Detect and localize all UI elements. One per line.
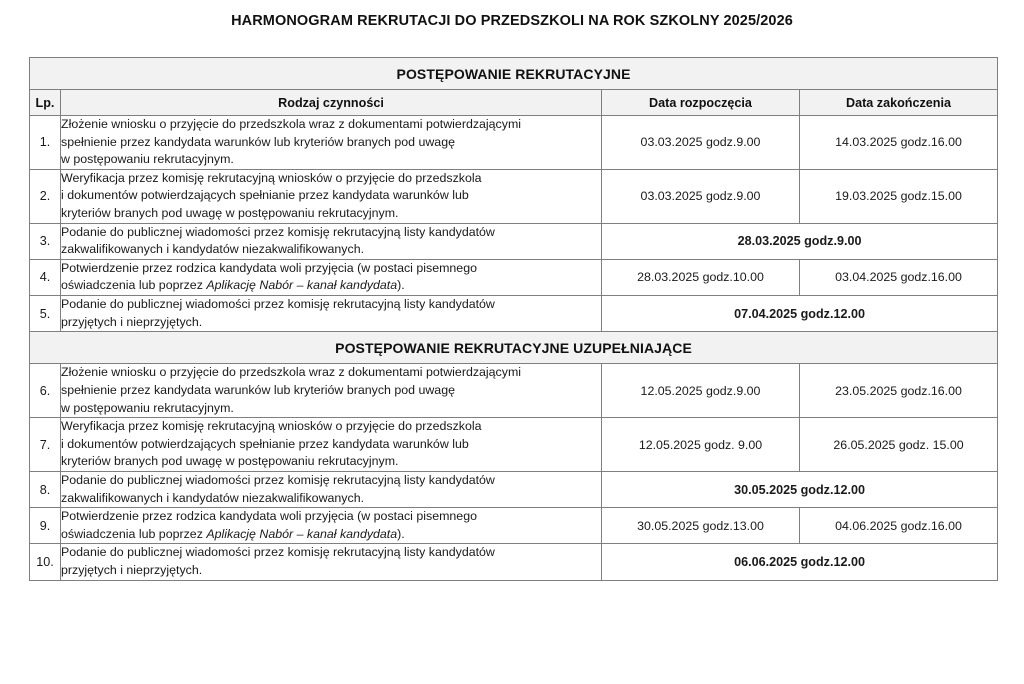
activity-cell <box>61 259 602 295</box>
activity-cell <box>61 296 602 332</box>
activity-text: oświadczenia lub poprzez <box>61 278 207 293</box>
column-header-date-start: Data rozpoczęcia <box>602 90 800 116</box>
row-number-cell: 7. <box>30 418 61 472</box>
section-header-row <box>30 58 998 90</box>
date-start-cell: 03.03.2025 godz.9.00 <box>602 116 800 170</box>
activity-line: spełnienie przez kandydata warunków lub kryteriów branych pod uwagę <box>61 382 455 397</box>
activity-line: i dokumentów potwierdzających spełnianie przez kandydata warunków lub <box>61 188 469 203</box>
row-number-cell: 9. <box>30 508 61 544</box>
schedule-table-container <box>29 57 997 581</box>
row-number-cell: 6. <box>30 364 61 418</box>
date-start-cell: 12.05.2025 godz. 9.00 <box>602 418 800 472</box>
table-row <box>30 223 998 259</box>
activity-line: Weryfikacja przez komisję rekrutacyjną wniosków o przyjęcie do przedszkola <box>61 419 482 434</box>
activity-cell <box>61 223 602 259</box>
merged-date-cell: 30.05.2025 godz.12.00 <box>602 471 998 507</box>
activity-line: Podanie do publicznej wiadomości przez komisję rekrutacyjną listy kandydatów <box>61 472 495 487</box>
table-row <box>30 116 998 170</box>
activity-line: spełnienie przez kandydata warunków lub kryteriów branych pod uwagę <box>61 134 455 149</box>
merged-date-cell: 28.03.2025 godz.9.00 <box>602 223 998 259</box>
activity-cell <box>61 116 602 170</box>
table-row <box>30 296 998 332</box>
activity-line: w postępowaniu rekrutacyjnym. <box>61 152 234 167</box>
column-header-lp: Lp. <box>30 90 61 116</box>
row-number-cell: 10. <box>30 544 61 580</box>
activity-cell <box>61 544 602 580</box>
activity-emphasis: Aplikację Nabór – kanał kandydata <box>206 278 398 293</box>
table-row <box>30 418 998 472</box>
date-end-cell: 23.05.2025 godz.16.00 <box>800 364 998 418</box>
column-header-row <box>30 90 998 116</box>
activity-line: zakwalifikowanych i kandydatów niezakwalifikowanych. <box>61 490 365 505</box>
activity-text: Potwierdzenie przez rodzica kandydata woli przyjęcia (w postaci pisemnego <box>61 509 477 524</box>
date-end-cell: 04.06.2025 godz.16.00 <box>800 508 998 544</box>
table-row <box>30 508 998 544</box>
page-title: HARMONOGRAM REKRUTACJI DO PRZEDSZKOLI NA ROK SZKOLNY 2025/2026 <box>231 13 793 29</box>
date-end-cell: 14.03.2025 godz.16.00 <box>800 116 998 170</box>
row-number-cell: 8. <box>30 471 61 507</box>
activity-cell <box>61 169 602 223</box>
table-row <box>30 169 998 223</box>
activity-line: w postępowaniu rekrutacyjnym. <box>61 400 234 415</box>
activity-line: Podanie do publicznej wiadomości przez komisję rekrutacyjną listy kandydatów <box>61 224 495 239</box>
activity-line: przyjętych i nieprzyjętych. <box>61 314 203 329</box>
date-end-cell: 26.05.2025 godz. 15.00 <box>800 418 998 472</box>
activity-line: kryteriów branych pod uwagę w postępowaniu rekrutacyjnym. <box>61 206 399 221</box>
table-row <box>30 544 998 580</box>
date-start-cell: 28.03.2025 godz.10.00 <box>602 259 800 295</box>
column-header-date-end: Data zakończenia <box>800 90 998 116</box>
activity-line: Weryfikacja przez komisję rekrutacyjną wniosków o przyjęcie do przedszkola <box>61 170 482 185</box>
activity-line <box>61 508 601 526</box>
row-number-cell: 5. <box>30 296 61 332</box>
column-header-activity: Rodzaj czynności <box>61 90 602 116</box>
section-header-row <box>30 332 998 364</box>
row-number-cell: 4. <box>30 259 61 295</box>
activity-line: i dokumentów potwierdzających spełnianie przez kandydata warunków lub <box>61 436 469 451</box>
date-start-cell: 30.05.2025 godz.13.00 <box>602 508 800 544</box>
activity-line: Złożenie wniosku o przyjęcie do przedszkola wraz z dokumentami potwierdzającymi <box>61 117 522 131</box>
table-row <box>30 364 998 418</box>
activity-cell <box>61 508 602 544</box>
activity-line: kryteriów branych pod uwagę w postępowaniu rekrutacyjnym. <box>61 454 399 469</box>
activity-cell <box>61 471 602 507</box>
date-start-cell: 12.05.2025 godz.9.00 <box>602 364 800 418</box>
activity-line <box>61 526 601 544</box>
activity-line: Podanie do publicznej wiadomości przez komisję rekrutacyjną listy kandydatów <box>61 297 495 312</box>
date-end-cell: 03.04.2025 godz.16.00 <box>800 259 998 295</box>
activity-line: Złożenie wniosku o przyjęcie do przedszkola wraz z dokumentami potwierdzającymi <box>61 365 522 380</box>
row-number-cell: 1. <box>30 116 61 170</box>
recruitment-schedule-table <box>29 57 998 581</box>
activity-text: ). <box>397 526 405 541</box>
activity-emphasis: Aplikację Nabór – kanał kandydata <box>206 526 398 541</box>
activity-cell <box>61 364 602 418</box>
merged-date-cell: 07.04.2025 godz.12.00 <box>602 296 998 332</box>
activity-cell <box>61 418 602 472</box>
section-title-main: POSTĘPOWANIE REKRUTACYJNE <box>30 58 998 90</box>
row-number-cell: 3. <box>30 223 61 259</box>
merged-date-cell: 06.06.2025 godz.12.00 <box>602 544 998 580</box>
activity-line <box>61 260 601 278</box>
activity-line: przyjętych i nieprzyjętych. <box>61 563 203 578</box>
activity-line: zakwalifikowanych i kandydatów niezakwalifikowanych. <box>61 242 365 257</box>
table-row <box>30 471 998 507</box>
activity-line: Podanie do publicznej wiadomości przez komisję rekrutacyjną listy kandydatów <box>61 545 495 560</box>
activity-line <box>61 277 601 295</box>
date-end-cell: 19.03.2025 godz.15.00 <box>800 169 998 223</box>
date-start-cell: 03.03.2025 godz.9.00 <box>602 169 800 223</box>
activity-text: ). <box>397 278 405 293</box>
section-title-supplementary: POSTĘPOWANIE REKRUTACYJNE UZUPEŁNIAJĄCE <box>30 332 998 364</box>
table-row <box>30 259 998 295</box>
row-number-cell: 2. <box>30 169 61 223</box>
activity-text: Potwierdzenie przez rodzica kandydata woli przyjęcia (w postaci pisemnego <box>61 260 477 275</box>
activity-text: oświadczenia lub poprzez <box>61 526 207 541</box>
